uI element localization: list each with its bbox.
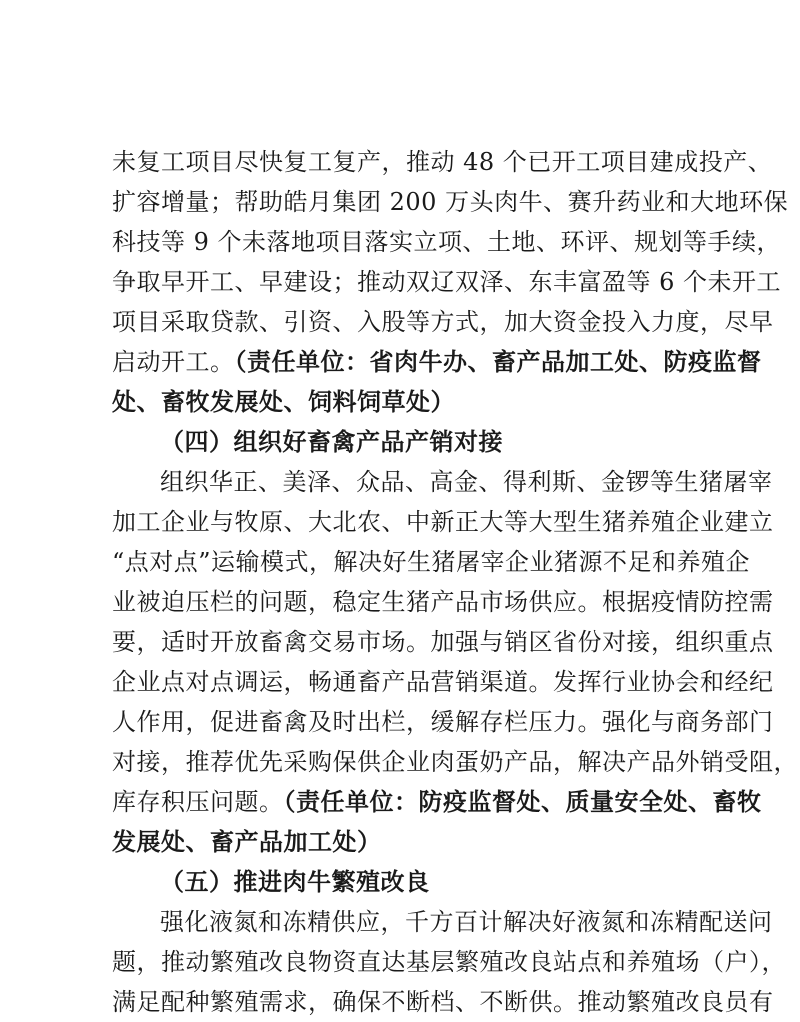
body-line-9: 组织华正、美泽、众品、高金、得利斯、金锣等生猪屠宰 (160, 468, 773, 496)
body-line-1: 未复工项目尽快复工复产，推动 48 个已开工项目建成投产、 (112, 148, 773, 176)
body-line-12: 业被迫压栏的问题，稳定生猪产品市场供应。根据疫情防控需 (112, 588, 774, 616)
body-line-13: 要，适时开放畜禽交易市场。加强与销区省份对接，组织重点 (112, 628, 774, 656)
responsibility-note-continued: 发展处、畜产品加工处） (112, 827, 382, 856)
body-line-11: “点对点”运输模式，解决好生猪屠宰企业猪源不足和养殖企 (112, 548, 751, 576)
body-line-16: 对接，推荐优先采购保供企业肉蛋奶产品，解决产品外销受阻， (112, 748, 798, 776)
responsibility-note-continued: 处、畜牧发展处、饲料饲草处） (112, 387, 455, 416)
body-line-22: 满足配种繁殖需求，确保不断档、不断供。推动繁殖改良员有 (112, 988, 774, 1016)
body-line-21: 题，推动繁殖改良物资直达基层繁殖改良站点和养殖场（户）， (112, 948, 786, 976)
body-line-3: 科技等 9 个未落地项目落实立项、土地、环评、规划等手续， (112, 228, 782, 256)
body-line-2: 扩容增量；帮助皓月集团 200 万头肉牛、赛升药业和大地环保 (112, 188, 789, 216)
body-line-6: 启动开工。（责任单位：省肉牛办、畜产品加工处、防疫监督 (112, 347, 762, 376)
section-heading-five: （五）推进肉牛繁殖改良 (160, 867, 430, 896)
body-line-4: 争取早开工、早建设；推动双辽双泽、东丰富盈等 6 个未开工 (112, 268, 782, 296)
body-line-15: 人作用，促进畜禽及时出栏，缓解存栏压力。强化与商务部门 (112, 708, 774, 736)
body-line-14: 企业点对点调运，畅通畜产品营销渠道。发挥行业协会和经纪 (112, 668, 774, 696)
body-line-5: 项目采取贷款、引资、入股等方式，加大资金投入力度，尽早 (112, 308, 774, 336)
responsibility-note: （责任单位：防疫监督处、质量安全处、畜牧 (283, 787, 762, 816)
body-line-17: 库存积压问题。（责任单位：防疫监督处、质量安全处、畜牧 (112, 787, 762, 816)
section-heading-four: （四）组织好畜禽产品产销对接 (160, 427, 503, 456)
body-line-10: 加工企业与牧原、大北农、中新正大等大型生猪养殖企业建立 (112, 508, 774, 536)
responsibility-note: （责任单位：省肉牛办、畜产品加工处、防疫监督 (234, 347, 762, 376)
body-line-20: 强化液氮和冻精供应，千方百计解决好液氮和冻精配送问 (160, 908, 773, 936)
